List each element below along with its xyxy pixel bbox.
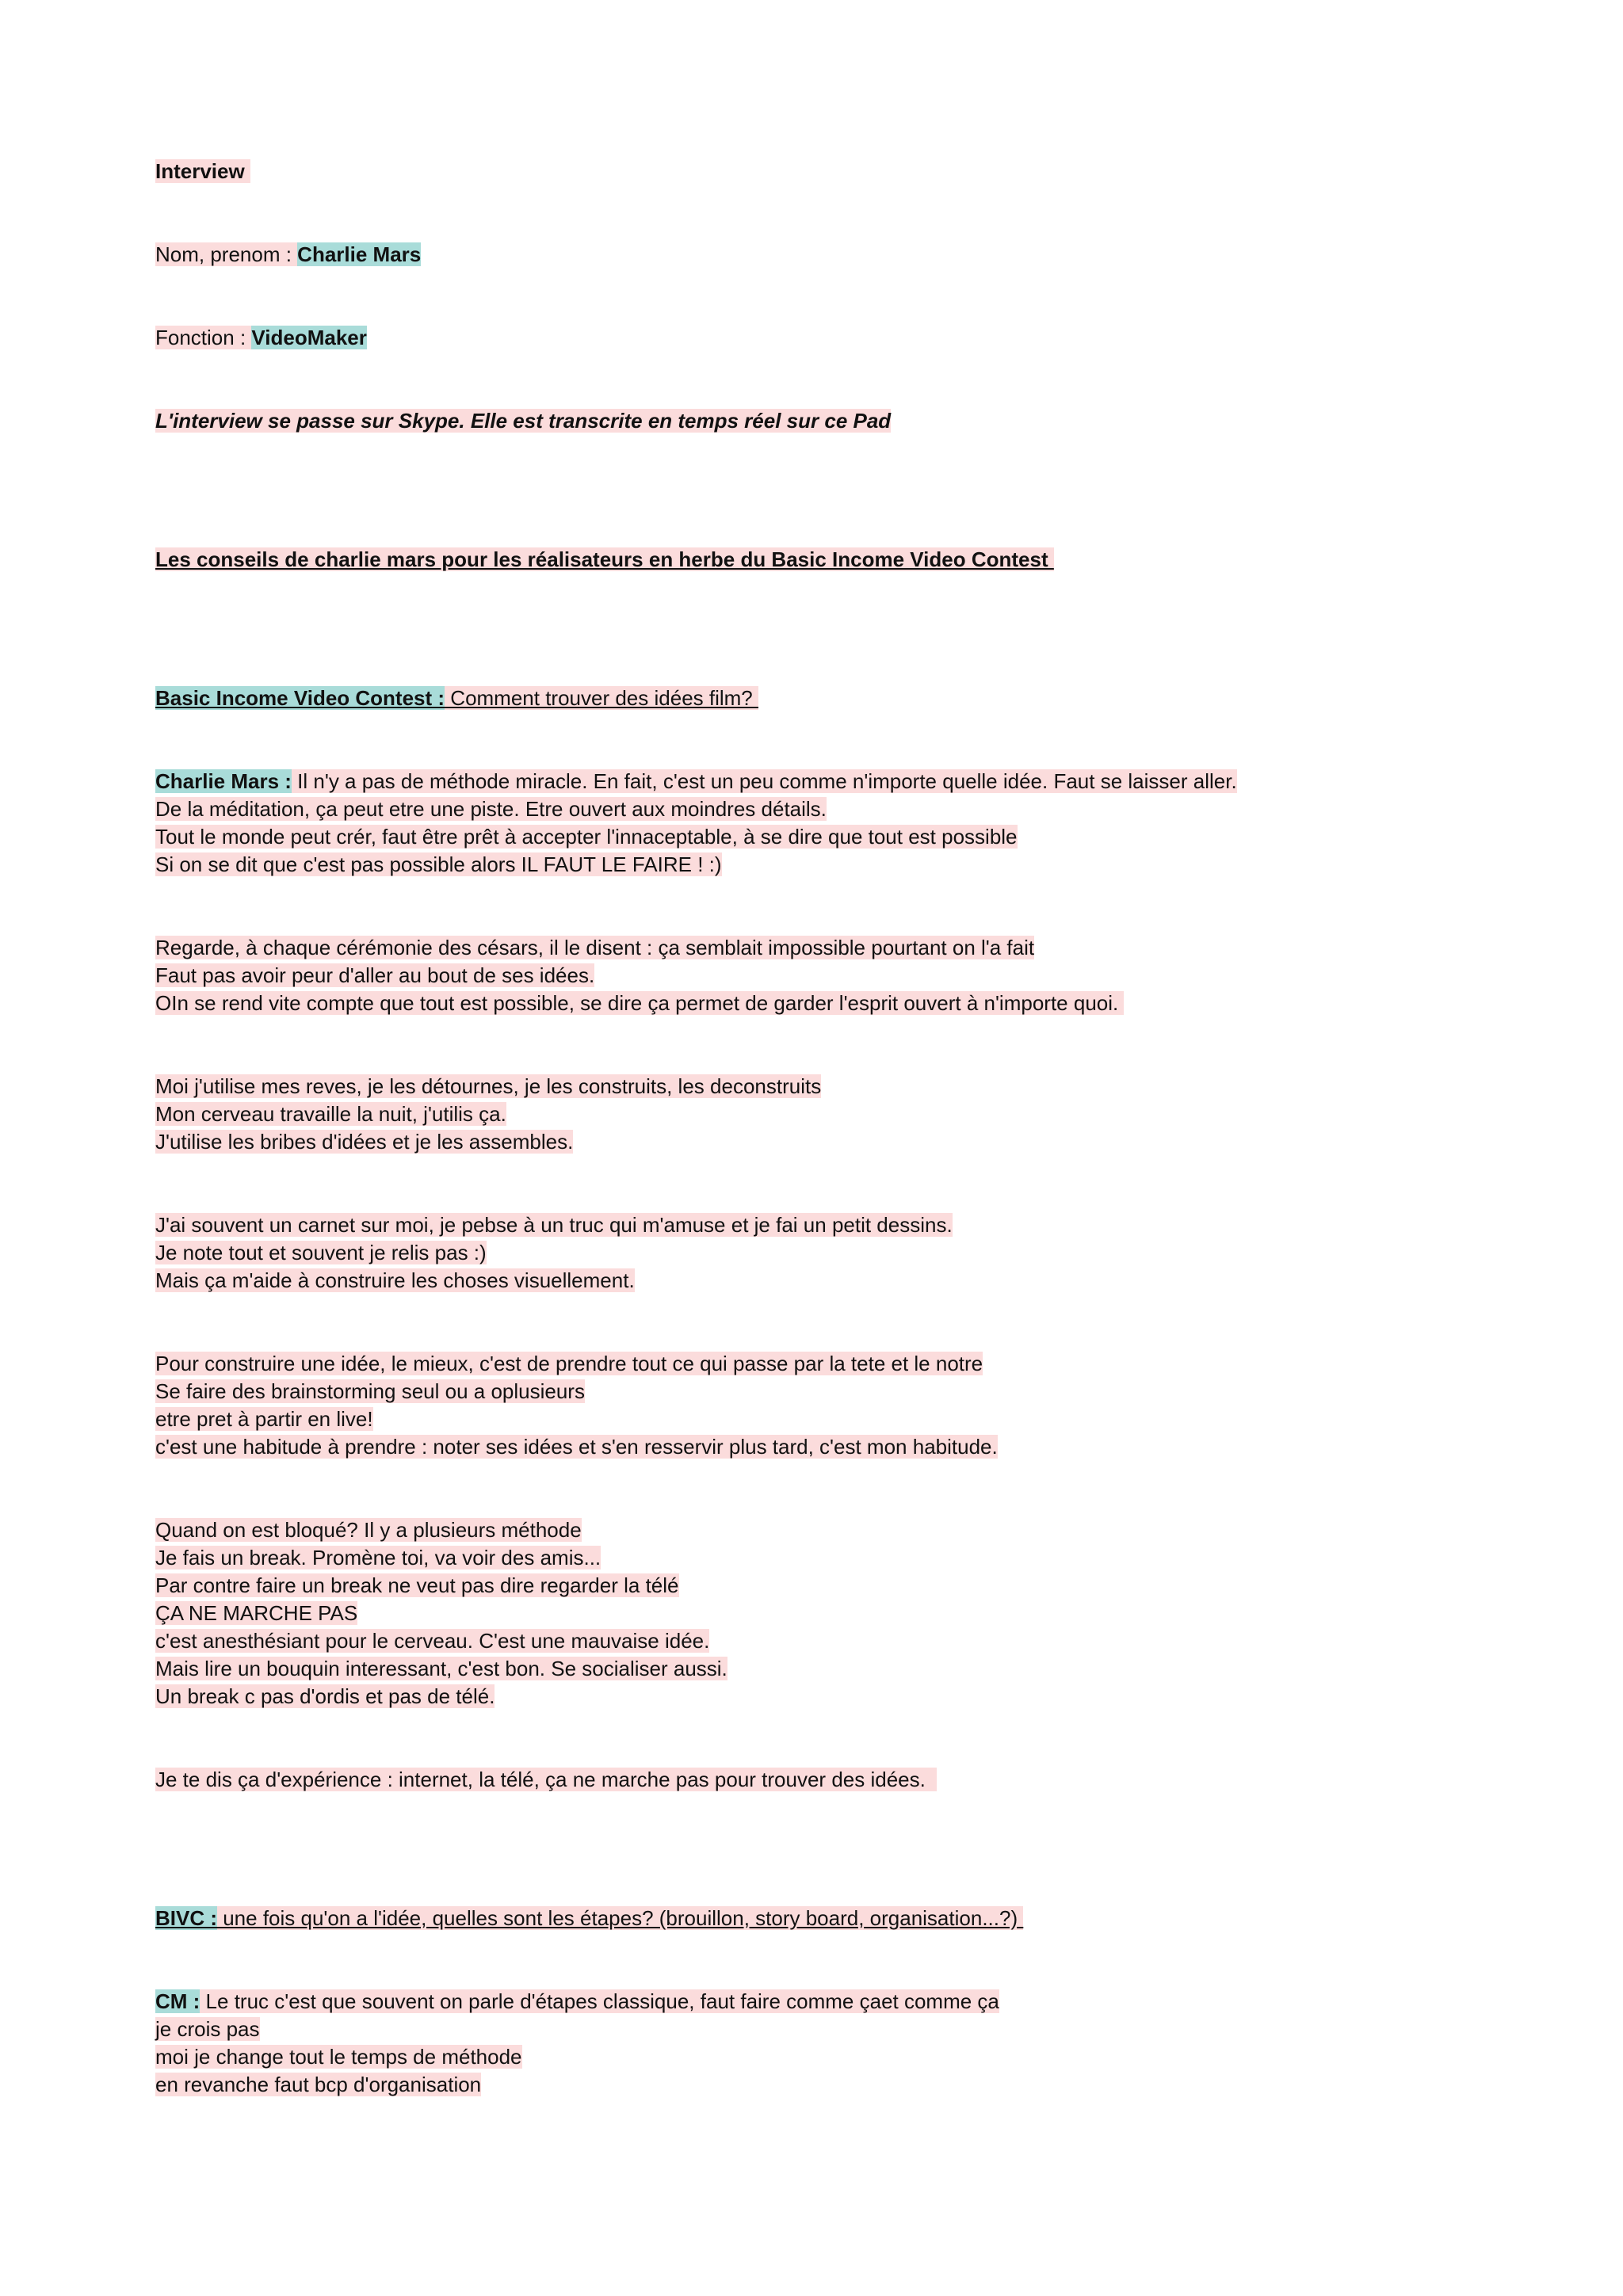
paragraph-6-line: Je fais un break. Promène toi, va voir des amis... — [155, 1546, 601, 1569]
answer-2-line: en revanche faut bcp d'organisation — [155, 2073, 482, 2096]
paragraph-4-line: J'ai souvent un carnet sur moi, je pebse à un truc qui m'amuse et je fai un petit dessins. — [155, 1213, 953, 1237]
question-2 — [155, 1905, 1023, 1932]
function-label: Fonction : — [155, 326, 252, 349]
paragraph-5-line: Se faire des brainstorming seul ou a oplusieurs — [155, 1379, 585, 1403]
answer-2-line: moi je change tout le temps de méthode — [155, 2045, 522, 2069]
paragraph-2-line: Regarde, à chaque cérémonie des césars, il le disent : ça semblait impossible pourtant on l'a fait — [155, 936, 1035, 959]
name-value: Charlie Mars — [297, 242, 422, 266]
answer-2-line: je crois pas — [155, 2017, 260, 2041]
paragraph-6-line: Mais lire un bouquin interessant, c'est bon. Se socialiser aussi. — [155, 1657, 727, 1680]
paragraph-4-line: Mais ça m'aide à construire les choses visuellement. — [155, 1268, 635, 1292]
paragraph-2-line: OIn se rend vite compte que tout est possible, se dire ça permet de garder l'esprit ouvert à n'importe quoi. — [155, 991, 1125, 1015]
paragraph-3-line: J'utilise les bribes d'idées et je les assembles. — [155, 1130, 574, 1154]
paragraph-6-line: Un break c pas d'ordis et pas de télé. — [155, 1684, 495, 1708]
paragraph-6-line: c'est anesthésiant pour le cerveau. C'est une mauvaise idée. — [155, 1629, 710, 1653]
paragraph-5-line: etre pret à partir en live! — [155, 1407, 373, 1431]
answer-1-line: Tout le monde peut crér, faut être prêt à accepter l'innaceptable, à se dire que tout est possible — [155, 825, 1018, 849]
answer-1-speaker: Charlie Mars : — [155, 769, 292, 793]
section-title: Les conseils de charlie mars pour les réalisateurs en herbe du Basic Income Video Contest — [155, 547, 1054, 571]
answer-2-speaker: CM : — [155, 1989, 200, 2013]
name-label: Nom, prenom : — [155, 242, 298, 266]
answer-2-first-line: CM : Le truc c'est que souvent on parle d'étapes classique, faut faire comme çaet comme ça — [155, 1989, 999, 2013]
function-value: VideoMaker — [251, 326, 367, 349]
paragraph-7-line: Je te dis ça d'expérience : internet, la télé, ça ne marche pas pour trouver des idées. — [155, 1768, 938, 1791]
paragraph-6-line: Par contre faire un break ne veut pas dire regarder la télé — [155, 1573, 679, 1597]
paragraph-3-line: Moi j'utilise mes reves, je les détournes, je les construits, les deconstruits — [155, 1074, 822, 1098]
paragraph-5-line: c'est une habitude à prendre : noter ses idées et s'en resservir plus tard, c'est mon habitude. — [155, 1435, 998, 1459]
answer-1-first-line: Charlie Mars : Il n'y a pas de méthode miracle. En fait, c'est un peu comme n'importe quelle idée. Faut se laisser aller. — [155, 769, 1237, 793]
question-1 — [155, 685, 758, 712]
function-line — [155, 324, 367, 352]
question-1-speaker: Basic Income Video Contest : — [155, 686, 445, 710]
paragraph-2-line: Faut pas avoir peur d'aller au bout de ses idées. — [155, 963, 595, 987]
interview-note: L'interview se passe sur Skype. Elle est transcrite en temps réel sur ce Pad — [155, 409, 892, 433]
paragraph-5-line: Pour construire une idée, le mieux, c'est de prendre tout ce qui passe par la tete et le notre — [155, 1352, 983, 1375]
paragraph-3-line: Mon cerveau travaille la nuit, j'utilis ça. — [155, 1102, 506, 1126]
name-line — [155, 241, 421, 269]
answer-1-line: De la méditation, ça peut etre une piste. Etre ouvert aux moindres détails. — [155, 797, 827, 821]
paragraph-4-line: Je note tout et souvent je relis pas :) — [155, 1241, 487, 1264]
question-2-speaker: BIVC : — [155, 1906, 217, 1930]
document-title: Interview — [155, 158, 250, 185]
question-2-text: une fois qu'on a l'idée, quelles sont les étapes? (brouillon, story board, organisation...?) — [217, 1906, 1024, 1930]
paragraph-6-line: ÇA NE MARCHE PAS — [155, 1601, 358, 1625]
question-1-text: Comment trouver des idées film? — [445, 686, 758, 710]
answer-1-line: Si on se dit que c'est pas possible alors IL FAUT LE FAIRE ! :) — [155, 852, 722, 876]
paragraph-6-line: Quand on est bloqué? Il y a plusieurs méthode — [155, 1518, 582, 1542]
